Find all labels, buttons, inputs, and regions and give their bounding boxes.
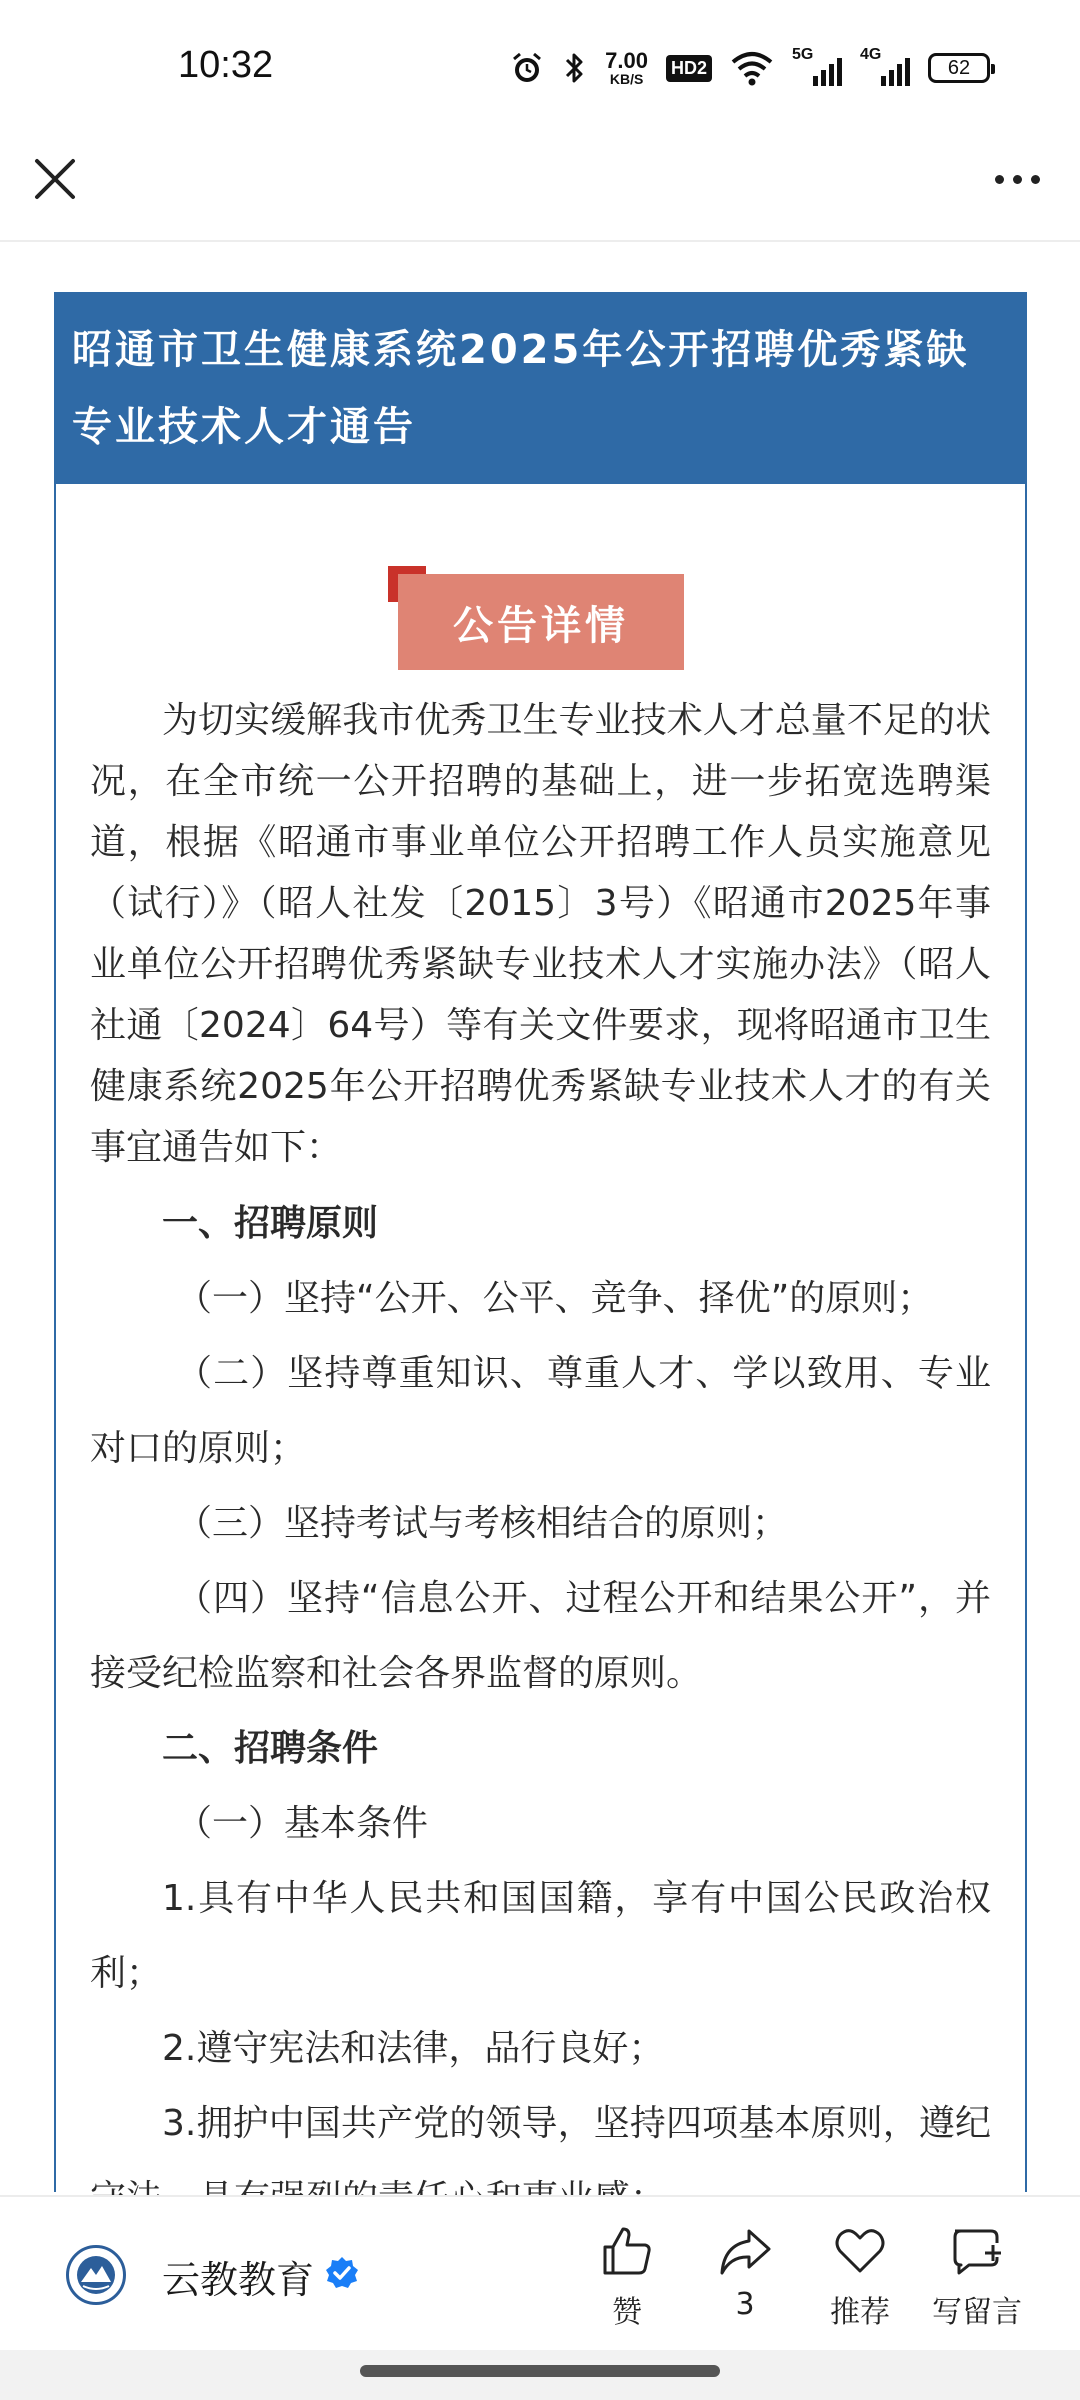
list-item: 3.拥护中国共产党的领导，坚持四项基本原则，遵纪	[162, 2103, 991, 2144]
avatar[interactable]	[66, 2245, 126, 2305]
list-item: （一）坚持“公开、公平、竞争、择优”的原则；	[176, 1278, 934, 1319]
bottom-action-bar	[0, 2195, 1080, 2350]
article-title: 昭通市卫生健康系统2025年公开招聘优秀紧缺专业技术人才通告	[56, 292, 1025, 484]
list-item: （四）坚持“信息公开、过程公开和结果公开”，并接受纪检监察和社会各界监督的原则。	[90, 1578, 991, 1694]
verified-icon	[324, 2255, 360, 2291]
more-dot-icon	[1031, 175, 1040, 184]
share-count: 3	[735, 2287, 755, 2322]
list-item: 1.具有中华人民共和国国籍，享有中国公民政治权利；	[90, 1878, 991, 1994]
alarm-icon	[509, 50, 545, 86]
bluetooth-icon	[563, 50, 587, 86]
recommend-label: 推荐	[830, 2295, 890, 2330]
list-item: （一）基本条件	[176, 1803, 429, 1844]
badge-wrap	[56, 566, 1025, 676]
hd-icon: HD2	[666, 55, 712, 82]
signal-4g-icon	[860, 46, 910, 86]
like-button[interactable]	[572, 2223, 682, 2331]
home-indicator[interactable]	[360, 2365, 720, 2377]
paragraph-intro: 为切实缓解我市优秀卫生专业技术人才总量不足的状况，在全市统一公开招聘的基础上，进一步拓宽选聘渠道，根据《昭通市事业单位公开招聘工作人员实施意见（试行）》（昭人社发〔2015〕3号）《昭通市2025年事业单位公开招聘优秀紧缺专业技术人才实施办法》（昭人社通〔2024〕64号）等有关文件要求，现将昭通市卫生健康系统2025年公开招聘优秀紧缺专业技术人才的有关事宜通告如下：	[90, 700, 991, 1168]
status-time: 10:32	[178, 44, 274, 86]
logo-icon	[69, 2248, 123, 2302]
more-options-button[interactable]	[982, 152, 1052, 206]
like-label: 赞	[612, 2295, 642, 2330]
heart-icon	[832, 2223, 888, 2279]
status-bar	[0, 0, 1080, 140]
wifi-icon	[730, 50, 774, 86]
battery-icon	[928, 53, 990, 83]
speed-unit: KB/S	[609, 71, 644, 87]
recommend-button[interactable]	[805, 2223, 915, 2331]
list-item: （三）坚持考试与考核相结合的原则；	[176, 1503, 789, 1544]
status-icons	[509, 46, 990, 90]
comment-add-icon	[949, 2223, 1005, 2279]
thumbs-up-icon	[599, 2223, 655, 2279]
share-icon	[717, 2223, 773, 2279]
announcement-badge: 公告详情	[398, 574, 684, 670]
author-name[interactable]: 云教教育	[162, 2258, 315, 2302]
write-comment-label: 写留言	[932, 2295, 1022, 2330]
speed-value: 7.00	[605, 48, 648, 73]
section-heading: 二、招聘条件	[162, 1728, 379, 1769]
network-1-label: 5G	[792, 46, 814, 63]
network-speed	[605, 50, 648, 86]
section-heading: 一、招聘原则	[162, 1203, 379, 1244]
share-button[interactable]	[690, 2223, 800, 2322]
signal-5g-icon	[792, 46, 842, 86]
more-dot-icon	[995, 175, 1004, 184]
close-icon	[28, 152, 82, 206]
write-comment-button[interactable]	[922, 2223, 1032, 2331]
article-card	[54, 292, 1027, 2192]
more-dot-icon	[1013, 175, 1022, 184]
article-content	[56, 676, 1025, 2236]
close-button[interactable]	[28, 152, 82, 206]
battery-level: 62	[947, 56, 971, 79]
top-nav	[0, 140, 1080, 242]
network-2-label: 4G	[860, 46, 882, 63]
list-item: 2.遵守宪法和法律，品行良好；	[162, 2028, 665, 2069]
list-item: （二）坚持尊重知识、尊重人才、学以致用、专业对口的原则；	[90, 1353, 991, 1469]
